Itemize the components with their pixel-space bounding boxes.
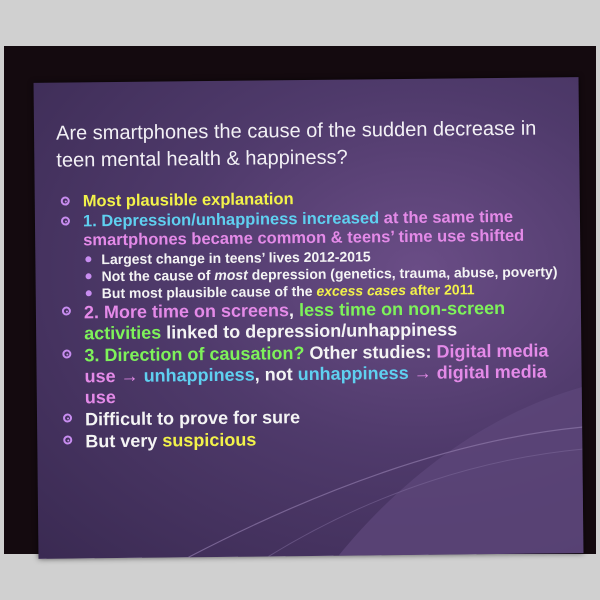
bullet-more-screen-time: 2. More time on screens, less time on non-screen activities linked to depression/unhappiness [58, 297, 568, 344]
bullet-direction-causation: 3. Direction of causation? Other studies: Digital media use → unhappiness, not unhappiness → digital media use [58, 340, 569, 408]
sub-bullet-excess-cases: But most plausible cause of the excess cases after 2011 [58, 280, 568, 301]
bullet-most-plausible: Most plausible explanation [57, 187, 567, 211]
bullet-depression-increased: 1. Depression/unhappiness increased at the same time smartphones became common & teens’ time use shifted [57, 207, 567, 250]
photo-background [4, 46, 596, 554]
bullet-icon [63, 413, 72, 422]
bullet-icon [63, 435, 72, 444]
sub-bullet-icon [86, 290, 92, 296]
slide-bullets [57, 187, 570, 453]
sub-bullet-icon [85, 256, 91, 262]
bullet-icon [61, 216, 70, 225]
bullet-suspicious: But very suspicious [59, 426, 569, 452]
presentation-slide [34, 77, 584, 559]
bullet-difficult-to-prove: Difficult to prove for sure [59, 404, 569, 430]
sub-bullet-largest-change: Largest change in teens’ lives 2012-2015 [57, 246, 567, 267]
slide-title: Are smartphones the cause of the sudden decrease in teen mental health & happiness? [55, 117, 537, 172]
sub-bullet-not-cause: Not the cause of most depression (genetics, trauma, abuse, poverty) [57, 263, 567, 284]
bullet-icon [61, 196, 70, 205]
sub-bullet-icon [86, 273, 92, 279]
bullet-icon [62, 349, 71, 358]
bullet-icon [62, 306, 71, 315]
